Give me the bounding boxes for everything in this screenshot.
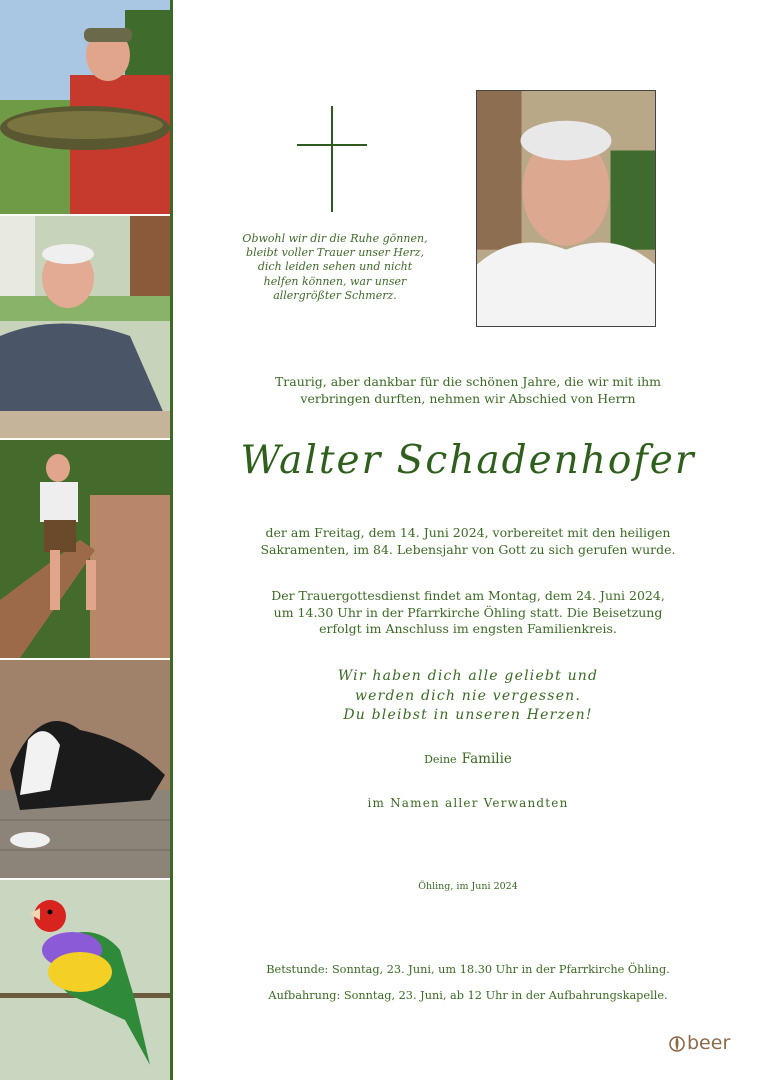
- event-laying-out: Aufbahrung: Sonntag, 23. Juni, ab 12 Uhr in der Aufbahrungskapelle.: [268, 989, 668, 1002]
- family-signature: Deine Familie: [424, 751, 512, 767]
- place-date: Öhling, im Juni 2024: [418, 881, 518, 892]
- intro-text: Traurig, aber dankbar für die schönen Jahre, die wir mit ihm verbringen durften, nehmen wir Abschied von Herrn: [274, 374, 662, 406]
- photo-strip: [0, 0, 170, 1080]
- cross-symbol: [297, 106, 367, 212]
- deceased-name: Walter Schadenhofer: [240, 438, 696, 483]
- strip-divider: [170, 0, 173, 1080]
- service-notice: Der Trauergottesdienst findet am Montag, dem 24. Juni 2024, um 14.30 Uhr in der Pfarrkirche Öhling statt. Die Beisetzung erfolgt im Anschluss im engsten Familienkreis.: [271, 588, 665, 636]
- photo-man-at-table: [0, 216, 170, 438]
- funeral-home-logo: beer: [668, 1030, 730, 1056]
- portrait-photo: [476, 90, 656, 327]
- events-list: [174, 961, 762, 1013]
- photo-man-on-terrace: [0, 440, 170, 658]
- photo-border-collie: [0, 660, 170, 878]
- relatives-line: im Namen aller Verwandten: [367, 796, 569, 810]
- event-prayer-hour: Betstunde: Sonntag, 23. Juni, um 18.30 Uhr in der Pfarrkirche Öhling.: [266, 963, 670, 976]
- farewell-quote: Wir haben dich alle geliebt und werden dich nie vergessen. Du bleibst in unseren Herzen!: [337, 668, 599, 723]
- poem: Obwohl wir dir die Ruhe gönnen, bleibt voller Trauer unser Herz, dich leiden sehen und nicht helfen können, war unser allergrößter Schmerz.: [242, 232, 428, 302]
- logo-leaf-icon: [668, 1033, 686, 1053]
- photo-gouldian-finch: [0, 880, 170, 1080]
- death-notice: der am Freitag, dem 14. Juni 2024, vorbereitet mit den heiligen Sakramenten, im 84. Lebensjahr von Gott zu sich gerufen wurde.: [260, 525, 676, 557]
- photo-man-with-fish: [0, 0, 170, 214]
